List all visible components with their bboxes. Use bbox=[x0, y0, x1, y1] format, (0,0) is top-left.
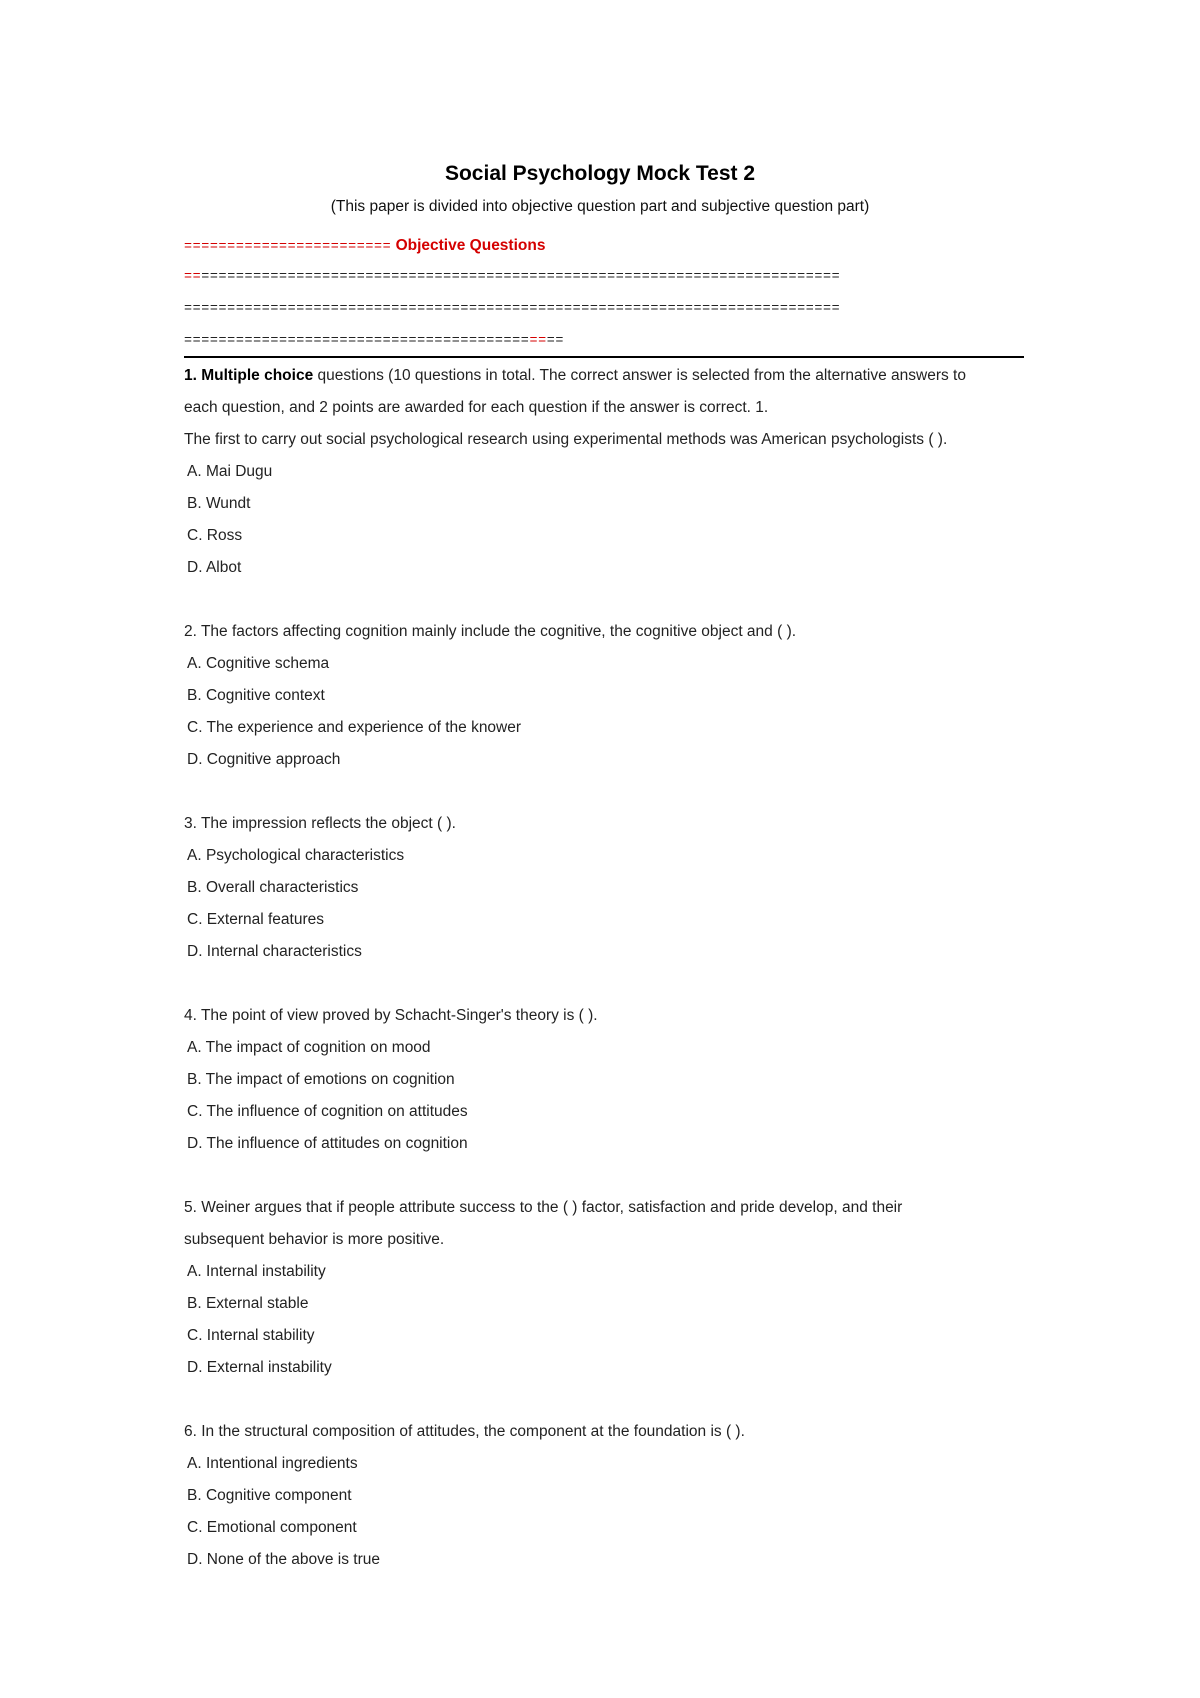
divider-segment: ========================================================================== bbox=[201, 270, 841, 285]
question-text: 3. The impression reflects the object ( ). bbox=[184, 815, 456, 832]
answer-option: A. Mai Dugu bbox=[187, 463, 273, 480]
answer-option: C. The experience and experience of the knower bbox=[187, 719, 522, 736]
answer-option: D. Internal characteristics bbox=[187, 943, 362, 960]
document-body bbox=[184, 230, 1024, 1576]
answer-option: C. Internal stability bbox=[187, 1327, 315, 1344]
intro-text: questions (10 questions in total. The correct answer is selected from the alternative answers to bbox=[313, 367, 966, 384]
divider-segment: ============================================================================ bbox=[184, 302, 841, 317]
question-text-continued: subsequent behavior is more positive. bbox=[184, 1231, 445, 1248]
answer-option: B. Wundt bbox=[187, 495, 251, 512]
answer-option: B. The impact of emotions on cognition bbox=[187, 1071, 455, 1088]
question-text: 5. Weiner argues that if people attribute success to the ( ) factor, satisfaction and pride develop, and their bbox=[184, 1199, 903, 1216]
answer-option: C. Ross bbox=[187, 527, 243, 544]
section-header bbox=[184, 230, 1024, 262]
divider-line bbox=[184, 326, 1024, 358]
section-header-label: Objective Questions bbox=[395, 237, 546, 254]
question-text: The first to carry out social psychological research using experimental methods was American psychologists ( ). bbox=[184, 431, 948, 448]
answer-option: D. None of the above is true bbox=[187, 1551, 381, 1568]
answer-option: D. Cognitive approach bbox=[187, 751, 341, 768]
answer-option: B. Overall characteristics bbox=[187, 879, 359, 896]
answer-option: A. Psychological characteristics bbox=[187, 847, 405, 864]
answer-option: B. External stable bbox=[187, 1295, 309, 1312]
answer-option: D. Albot bbox=[187, 559, 242, 576]
divider-line bbox=[184, 262, 1024, 294]
answer-option: A. The impact of cognition on mood bbox=[187, 1039, 431, 1056]
answer-option: C. Emotional component bbox=[187, 1519, 357, 1536]
answer-option: B. Cognitive component bbox=[187, 1487, 352, 1504]
intro-bold: 1. Multiple choice bbox=[184, 367, 314, 384]
divider-segment: ======================================== bbox=[184, 334, 530, 349]
section-header-divider: ======================== bbox=[184, 240, 392, 255]
answer-option: A. Intentional ingredients bbox=[187, 1455, 358, 1472]
divider-line bbox=[184, 294, 1024, 326]
question-text: 6. In the structural composition of attitudes, the component at the foundation is ( ). bbox=[184, 1423, 745, 1440]
answer-option: B. Cognitive context bbox=[187, 687, 325, 704]
answer-option: D. The influence of attitudes on cognition bbox=[187, 1135, 468, 1152]
answer-option: C. External features bbox=[187, 911, 324, 928]
answer-option: A. Internal instability bbox=[187, 1263, 326, 1280]
answer-option: C. The influence of cognition on attitudes bbox=[187, 1103, 468, 1120]
divider-red-segment: == bbox=[529, 334, 547, 349]
document-subtitle: (This paper is divided into objective question part and subjective question part) bbox=[330, 198, 870, 215]
intro-line: each question, and 2 points are awarded for each question if the answer is correct. 1. bbox=[184, 399, 769, 416]
document-title: Social Psychology Mock Test 2 bbox=[444, 162, 756, 185]
divider-segment: == bbox=[546, 334, 564, 349]
answer-option: D. External instability bbox=[187, 1359, 332, 1376]
question-text: 2. The factors affecting cognition mainly include the cognitive, the cognitive object and ( ). bbox=[184, 623, 797, 640]
answer-option: A. Cognitive schema bbox=[187, 655, 330, 672]
question-text: 4. The point of view proved by Schacht-Singer's theory is ( ). bbox=[184, 1007, 598, 1024]
intro-line bbox=[184, 360, 1024, 392]
divider-red-segment: == bbox=[184, 270, 202, 285]
